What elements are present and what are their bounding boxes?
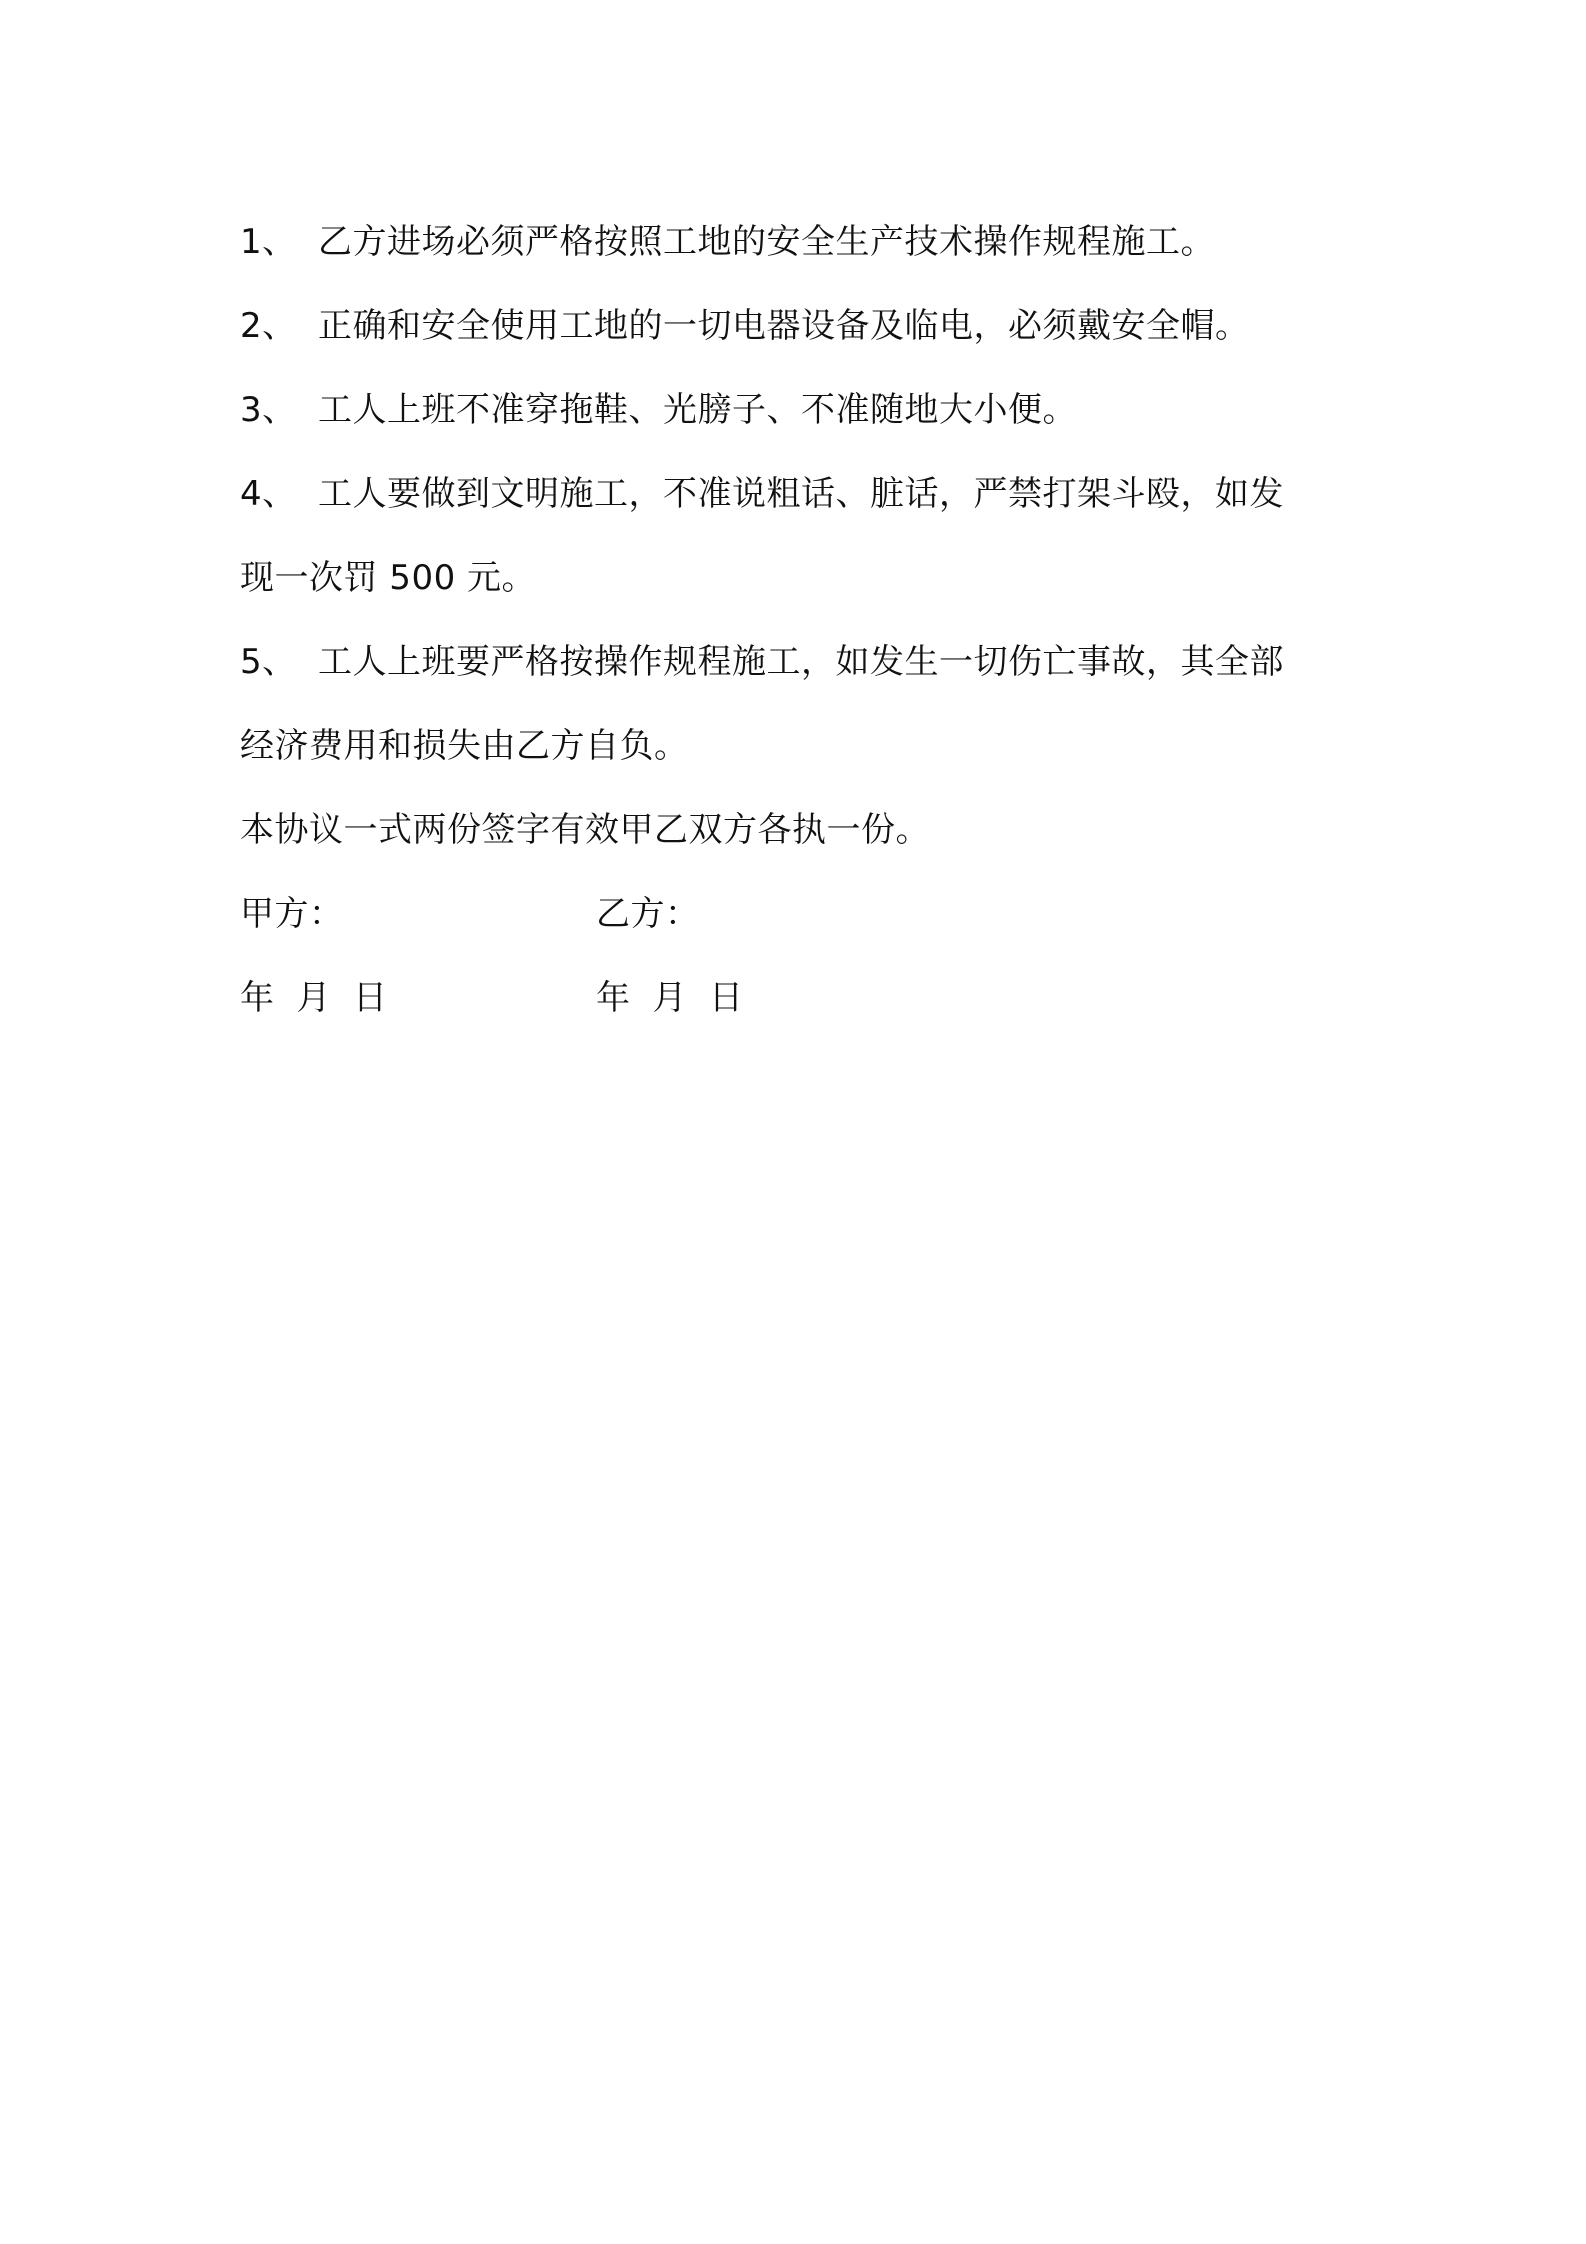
day-label: 日: [353, 978, 388, 1018]
month-label: 月: [652, 978, 687, 1018]
clause-number: 3、: [240, 390, 297, 430]
year-label: 年: [240, 978, 275, 1018]
clause-5-continuation: 经济费用和损失由乙方自负。: [240, 726, 689, 766]
party-a-date: [240, 956, 410, 1040]
clause-text: 工人上班不准穿拖鞋、光膀子、不准随地大小便。: [318, 390, 1077, 430]
clause-text: 正确和安全使用工地的一切电器设备及临电，必须戴安全帽。: [318, 306, 1250, 346]
clause-text: 乙方进场必须严格按照工地的安全生产技术操作规程施工。: [318, 222, 1215, 262]
clause-4: [240, 452, 1360, 536]
signature-row: [240, 872, 1360, 956]
clause-2: [240, 284, 1360, 368]
clause-text: 工人上班要严格按操作规程施工，如发生一切伤亡事故，其全部: [318, 642, 1284, 682]
date-row: [240, 956, 1360, 1040]
clause-number: 5、: [240, 642, 297, 682]
month-label: 月: [296, 978, 331, 1018]
clause-4-continuation: 现一次罚 500 元。: [240, 558, 537, 598]
party-b-label: 乙方：: [596, 894, 700, 934]
clause-5: [240, 620, 1360, 704]
agreement-statement: 本协议一式两份签字有效甲乙双方各执一份。: [240, 810, 930, 850]
clause-text: 工人要做到文明施工，不准说粗话、脏话，严禁打架斗殴，如发: [318, 474, 1284, 514]
clause-number: 2、: [240, 306, 297, 346]
party-b-date: [596, 956, 766, 1040]
clause-number: 1、: [240, 222, 297, 262]
document-body: [240, 200, 1360, 1040]
year-label: 年: [596, 978, 631, 1018]
clause-1: [240, 200, 1360, 284]
day-label: 日: [709, 978, 744, 1018]
party-a-label: 甲方：: [240, 894, 344, 934]
clause-3: [240, 368, 1360, 452]
clause-number: 4、: [240, 474, 297, 514]
